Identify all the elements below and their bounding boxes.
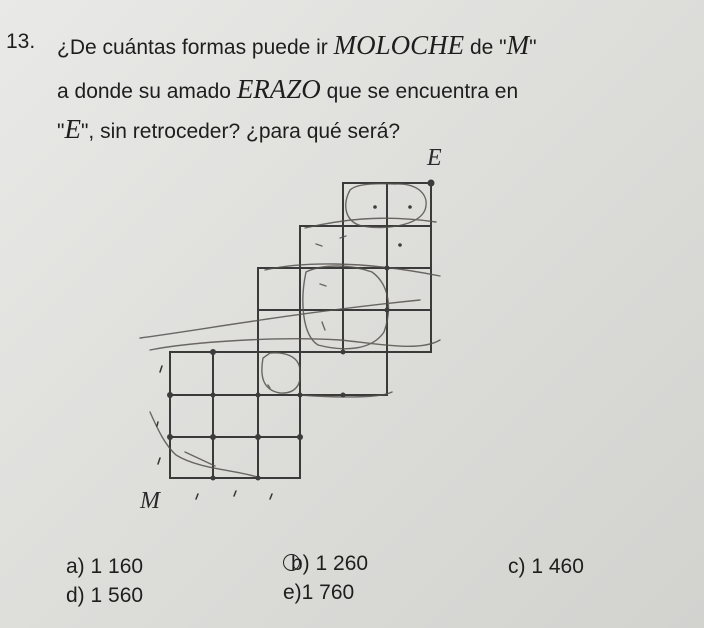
option-e[interactable]: e)1 760 <box>283 581 355 604</box>
option-d[interactable]: d) 1 560 <box>66 584 144 607</box>
option-c[interactable]: c) 1 460 <box>508 555 584 578</box>
question-text: " <box>57 120 65 143</box>
question-text: de " <box>464 36 507 59</box>
point-end-label: E <box>64 114 81 144</box>
point-start-label: M <box>506 30 530 60</box>
option-a[interactable]: a) 1 160 <box>66 555 144 578</box>
question-text: que se encuentra en <box>320 80 519 103</box>
question-text: " <box>529 36 537 59</box>
question-text: a donde su amado <box>57 80 237 103</box>
handwritten-marks <box>140 184 440 478</box>
name-erazo: ERAZO <box>236 74 321 104</box>
question-text: ", sin retroceder? ¿para qué será? <box>80 120 401 143</box>
option-b-label: b) 1 260 <box>291 552 369 575</box>
question-number: 13. <box>6 30 36 53</box>
point-m-label: M <box>140 488 160 514</box>
point-e-label: E <box>427 145 442 171</box>
option-b-selected[interactable] <box>283 552 368 576</box>
question-text: ¿De cuántas formas puede ir <box>57 36 334 59</box>
name-moloche: MOLOCHE <box>333 30 465 60</box>
